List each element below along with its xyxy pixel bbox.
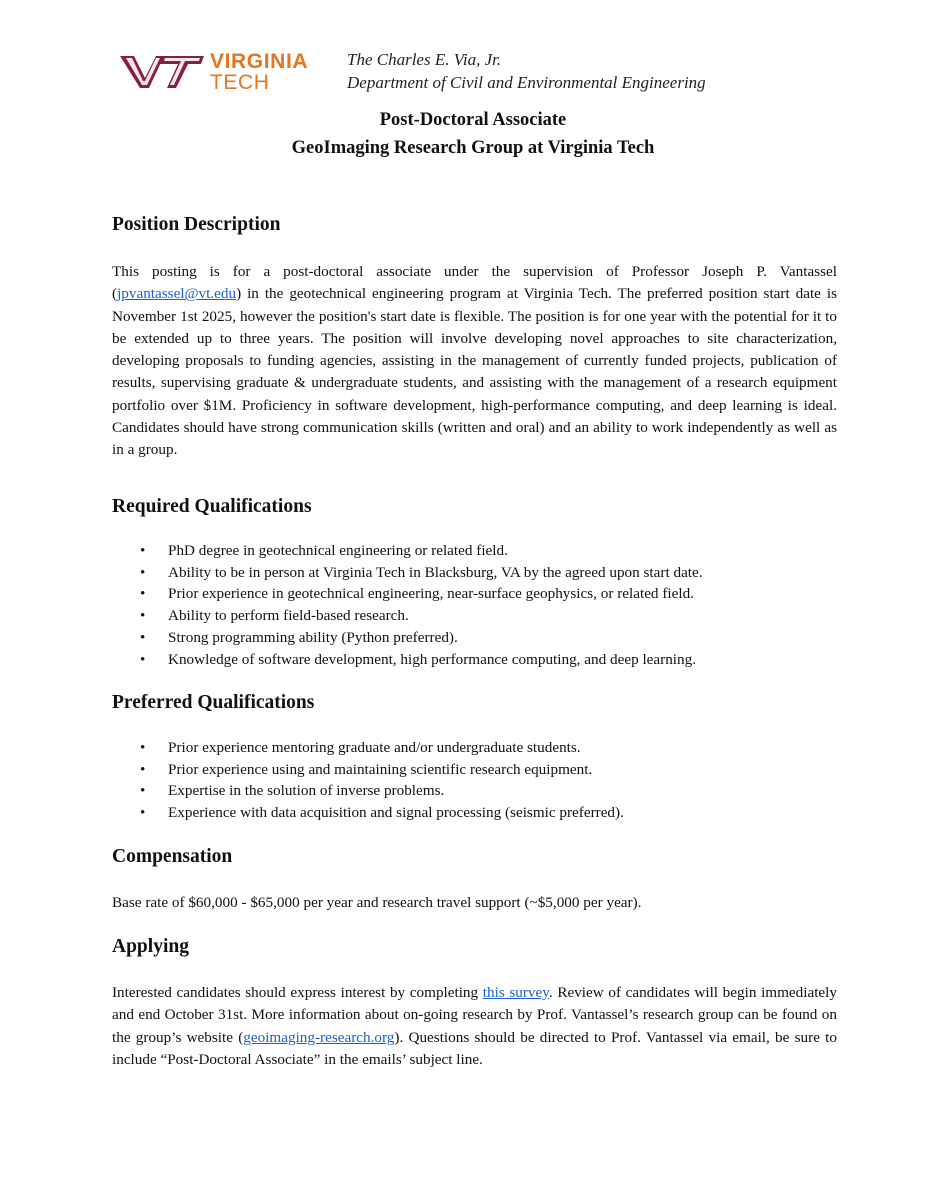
description-text-start: This posting is for a post-doctoral associate under the supervision of Professor Joseph P. Vantassel (	[112, 263, 837, 303]
list-item: • PhD degree in geotechnical engineering or related field.	[112, 540, 837, 562]
required-qualifications-list	[112, 540, 837, 670]
position-description-heading: Position Description	[112, 214, 281, 235]
virginia-tech-logo	[118, 50, 333, 98]
bullet-icon: •	[140, 804, 146, 822]
bullet-icon: •	[140, 760, 146, 778]
position-description-body	[112, 261, 837, 462]
list-item: • Prior experience mentoring graduate and/or undergraduate students.	[112, 737, 837, 759]
bullet-icon: •	[140, 782, 146, 800]
title-line-2: GeoImaging Research Group at Virginia Tech	[291, 138, 655, 158]
bullet-icon: •	[140, 628, 146, 646]
survey-link[interactable]: this survey	[482, 984, 549, 1001]
preferred-qualifications-heading: Preferred Qualifications	[112, 692, 315, 713]
logo-word-tech: TECH	[210, 71, 270, 94]
list-item: • Prior experience using and maintaining scientific research equipment.	[112, 759, 837, 781]
logo-word-virginia: VIRGINIA	[210, 50, 309, 73]
bullet-icon: •	[140, 563, 146, 581]
required-qualifications-heading: Required Qualifications	[112, 496, 312, 517]
department-line-2: Department of Civil and Environmental Engineering	[347, 73, 706, 92]
department-name	[347, 48, 706, 94]
preferred-qualifications-list	[112, 737, 837, 824]
list-item: • Ability to perform field-based research.	[112, 605, 837, 627]
compensation-heading: Compensation	[112, 846, 233, 867]
required-qualifications-list-wrap	[112, 540, 837, 670]
preferred-qualifications-section	[112, 691, 837, 715]
title-line-1: Post-Doctoral Associate	[379, 110, 567, 130]
list-item: • Experience with data acquisition and signal processing (seismic preferred).	[112, 802, 837, 824]
applying-body	[112, 982, 837, 1071]
compensation-paragraph: Base rate of $60,000 - $65,000 per year and research travel support (~$5,000 per year).	[112, 894, 642, 911]
compensation-section	[112, 845, 837, 869]
document-title	[0, 106, 946, 162]
description-text-end: ) in the geotechnical engineering program at Virginia Tech. The preferred position start date is November 1st 2025, however the position's start date is flexible. The position is for one year with the potential for it to be extended up to three years. The position will involve developing novel approaches to site characterization, developing proposals to funding agencies, assisting in the management of currently funded projects, publication of results, supervising graduate & undergraduate students, and assisting with the management of a research equipment portfolio over $1M. Proficiency in software development, high-performance computing, and deep learning is ideal. Candidates should have strong communication skills (written and oral) and an ability to work independently as well as in a group.	[112, 285, 837, 459]
position-description-paragraph	[112, 261, 837, 462]
list-item: • Strong programming ability (Python preferred).	[112, 627, 837, 649]
list-item: • Prior experience in geotechnical engineering, near-surface geophysics, or related field.	[112, 583, 837, 605]
email-link[interactable]: jpvantassel@vt.edu	[117, 285, 237, 303]
bullet-icon: •	[140, 542, 146, 559]
website-link[interactable]: geoimaging-research.org	[243, 1028, 395, 1046]
list-item: • Knowledge of software development, high performance computing, and deep learning.	[112, 649, 837, 671]
applying-paragraph: Interested candidates should express interest by completing this survey. Review of candidates will begin immediately and end October 31st. More information about on-going research by Prof. Vantassel’s research group can be found on the group’s website (geoimaging-research.org). Questions should be directed to Prof. Vantassel via email, be sure to include “Post-Doctoral Associate” in the emails’ subject line.	[112, 984, 837, 1068]
bullet-icon: •	[140, 585, 146, 603]
department-line-1: The Charles E. Via, Jr.	[347, 50, 502, 69]
applying-heading: Applying	[112, 936, 189, 957]
bullet-icon: •	[140, 607, 146, 625]
list-item: • Ability to be in person at Virginia Tech in Blacksburg, VA by the agreed upon start date.	[112, 562, 837, 584]
compensation-body	[112, 892, 837, 914]
required-qualifications-section	[112, 495, 837, 519]
vt-monogram-icon	[118, 52, 204, 92]
position-description-section	[112, 213, 837, 237]
bullet-icon: •	[140, 739, 146, 756]
preferred-qualifications-list-wrap	[112, 737, 837, 824]
list-item: • Expertise in the solution of inverse problems.	[112, 780, 837, 802]
applying-section	[112, 935, 837, 959]
bullet-icon: •	[140, 650, 146, 668]
